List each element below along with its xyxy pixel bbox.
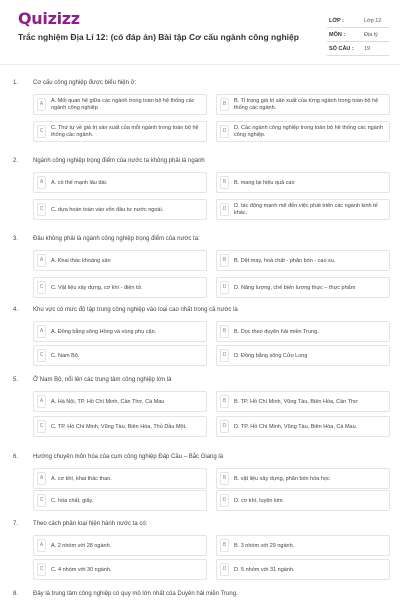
option-d[interactable] xyxy=(216,559,390,580)
option-a[interactable] xyxy=(33,321,207,342)
question-number: 6. xyxy=(13,454,19,460)
meta-label: SỐ CÂU : xyxy=(329,46,354,52)
option-letter: C xyxy=(37,349,46,362)
option-c[interactable] xyxy=(33,559,207,580)
option-letter: B xyxy=(220,98,229,111)
option-c[interactable] xyxy=(33,199,207,220)
option-text: D. Các ngành công nghiệp trong toàn bộ hệ thống các ngành công nghiệp. xyxy=(234,125,383,138)
option-letter: C xyxy=(37,203,46,216)
option-letter: B xyxy=(220,395,229,408)
meta-label: LỚP : xyxy=(329,18,344,24)
option-text: A. Hà Nội, TP. Hồ Chí Minh, Cần Thơ, Cà Mau xyxy=(51,398,165,405)
option-a[interactable] xyxy=(33,468,207,489)
option-letter: B xyxy=(220,539,229,552)
meta-subject xyxy=(327,28,389,42)
meta-question-count xyxy=(327,42,389,56)
option-letter: B xyxy=(220,472,229,485)
question-number: 7. xyxy=(13,521,19,527)
option-letter: C xyxy=(37,494,46,507)
option-text: A. Mối quan hệ giữa các ngành trong toàn bộ hệ thống các ngành công nghiệp xyxy=(51,98,195,111)
option-letter: A xyxy=(37,539,46,552)
option-text: B. Tỉ trọng giá trị sản xuất của từng ngành trong toàn bộ hệ thống các ngành. xyxy=(234,98,379,111)
question-text: Đây là trung tâm công nghiệp có quy mô lớn nhất của Duyên hải miền Trung. xyxy=(33,591,238,597)
question-number: 4. xyxy=(13,307,19,313)
option-text: A. cơ khí, khai thác than. xyxy=(51,475,112,482)
option-letter: B xyxy=(220,254,229,267)
option-a[interactable] xyxy=(33,250,207,271)
option-letter: C xyxy=(37,563,46,576)
quizizz-logo: Quizizz xyxy=(18,9,80,28)
option-text: D. TP. Hồ Chí Minh, Vũng Tàu, Biên Hòa, Cà Mau. xyxy=(234,423,358,430)
option-d[interactable] xyxy=(216,416,390,437)
option-a[interactable] xyxy=(33,94,207,115)
option-letter: D xyxy=(220,420,229,433)
question-text: Cơ cấu công nghiệp được biểu hiện ở: xyxy=(33,80,137,86)
option-c[interactable] xyxy=(33,121,207,142)
option-d[interactable] xyxy=(216,121,390,142)
option-a[interactable] xyxy=(33,535,207,556)
option-letter: D xyxy=(220,281,229,294)
option-d[interactable] xyxy=(216,199,390,220)
option-letter: D xyxy=(220,563,229,576)
question-text: Ngành công nghiệp trọng điểm của nước ta không phải là ngành xyxy=(33,158,205,164)
option-b[interactable] xyxy=(216,468,390,489)
option-text: B. TP. Hồ Chí Minh, Vũng Tàu, Biên Hòa, Cần Thơ xyxy=(234,398,358,405)
option-letter: D xyxy=(220,349,229,362)
option-text: B. mang lại hiệu quả cao xyxy=(234,179,295,186)
option-text: D. cơ khí, luyện kim. xyxy=(234,497,285,504)
option-text: A. Đồng bằng sông Hồng và vùng phụ cận. xyxy=(51,328,157,335)
option-d[interactable] xyxy=(216,277,390,298)
option-b[interactable] xyxy=(216,172,390,193)
question-text: Khu vực có mức độ tập trung công nghiệp vào loại cao nhất trong cả nước là xyxy=(33,307,238,313)
option-b[interactable] xyxy=(216,321,390,342)
option-text: A. có thế mạnh lâu dài. xyxy=(51,179,108,186)
option-b[interactable] xyxy=(216,391,390,412)
option-a[interactable] xyxy=(33,172,207,193)
option-d[interactable] xyxy=(216,345,390,366)
option-text: C. Vật liệu xây dựng, cơ khí - điện tử. xyxy=(51,284,143,291)
question-text: Đâu không phải là ngành công nghiệp trọng điểm của nước ta: xyxy=(33,236,200,242)
document-title: Trắc nghiệm Địa Lí 12: (có đáp án) Bài tập Cơ cấu ngành công nghiệp xyxy=(18,32,299,42)
question-text: Ở Nam Bộ, nổi lên các trung tâm công nghiệp lớn là xyxy=(33,377,172,383)
question-text: Hướng chuyên môn hóa của cụm công nghiệp Đáp Cầu – Bắc Giang là xyxy=(33,454,224,460)
option-text: D. Đồng bằng sông Cửu Long xyxy=(234,352,308,359)
meta-value: Lớp 12 xyxy=(364,18,382,24)
question-number: 5. xyxy=(13,377,19,383)
option-letter: B xyxy=(220,176,229,189)
option-letter: C xyxy=(37,281,46,294)
option-letter: D xyxy=(220,125,229,138)
option-c[interactable] xyxy=(33,490,207,511)
question-number: 1. xyxy=(13,80,19,86)
option-text: C. hóa chất, giấy. xyxy=(51,497,94,504)
meta-value: Địa lý xyxy=(364,32,378,38)
option-letter: A xyxy=(37,325,46,338)
meta-label: MÔN : xyxy=(329,32,346,38)
option-letter: A xyxy=(37,254,46,267)
option-text: D. Năng lượng, chế biến lương thực – thực phẩm xyxy=(234,284,356,291)
option-letter: C xyxy=(37,420,46,433)
option-text: C. 4 nhóm với 30 ngành. xyxy=(51,566,112,573)
meta-value: 19 xyxy=(364,46,371,52)
option-letter: A xyxy=(37,98,46,111)
option-text: B. Dọc theo duyên hải miền Trung. xyxy=(234,328,319,335)
option-letter: A xyxy=(37,472,46,485)
question-number: 8. xyxy=(13,591,19,597)
option-text: C. Thứ tự về giá trị sản xuất của mỗi ngành trong toàn bộ hệ thống các ngành. xyxy=(51,125,199,138)
option-letter: B xyxy=(220,325,229,338)
option-b[interactable] xyxy=(216,535,390,556)
option-text: A. Khai thác khoáng sản xyxy=(51,257,111,264)
option-letter: A xyxy=(37,176,46,189)
header-divider xyxy=(0,64,400,65)
question-number: 2. xyxy=(13,158,19,164)
question-text: Theo cách phân loại hiện hành nước ta có: xyxy=(33,521,148,527)
option-b[interactable] xyxy=(216,250,390,271)
option-a[interactable] xyxy=(33,391,207,412)
option-letter: C xyxy=(37,125,46,138)
option-text: B. 3 nhóm với 29 ngành. xyxy=(234,542,295,549)
option-letter: A xyxy=(37,395,46,408)
option-c[interactable] xyxy=(33,345,207,366)
option-c[interactable] xyxy=(33,416,207,437)
option-text: D. 5 nhóm với 31 ngành. xyxy=(234,566,295,573)
option-letter: D xyxy=(220,203,229,216)
document-header xyxy=(0,0,400,62)
option-letter: D xyxy=(220,494,229,507)
option-text: B. Dệt may, hoá chất - phân bón - cao su. xyxy=(234,257,336,264)
option-text: C. Nam Bộ. xyxy=(51,352,80,359)
option-text: A. 2 nhóm với 28 ngành. xyxy=(51,542,112,549)
question-number: 3. xyxy=(13,236,19,242)
option-text: D. tác động mạnh mẽ đến việc phát triển các ngành kinh tế khác. xyxy=(234,203,378,216)
option-c[interactable] xyxy=(33,277,207,298)
option-d[interactable] xyxy=(216,490,390,511)
option-text: C. TP. Hồ Chí Minh, Vũng Tàu, Biên Hòa, Thủ Dầu Một. xyxy=(51,423,187,430)
meta-grade xyxy=(327,14,389,28)
option-text: C. dựa hoàn toàn vào vốn đầu tư nước ngoài. xyxy=(51,206,164,213)
option-b[interactable] xyxy=(216,94,390,115)
option-text: B. vật liệu xây dựng, phân bón hóa học xyxy=(234,475,330,482)
